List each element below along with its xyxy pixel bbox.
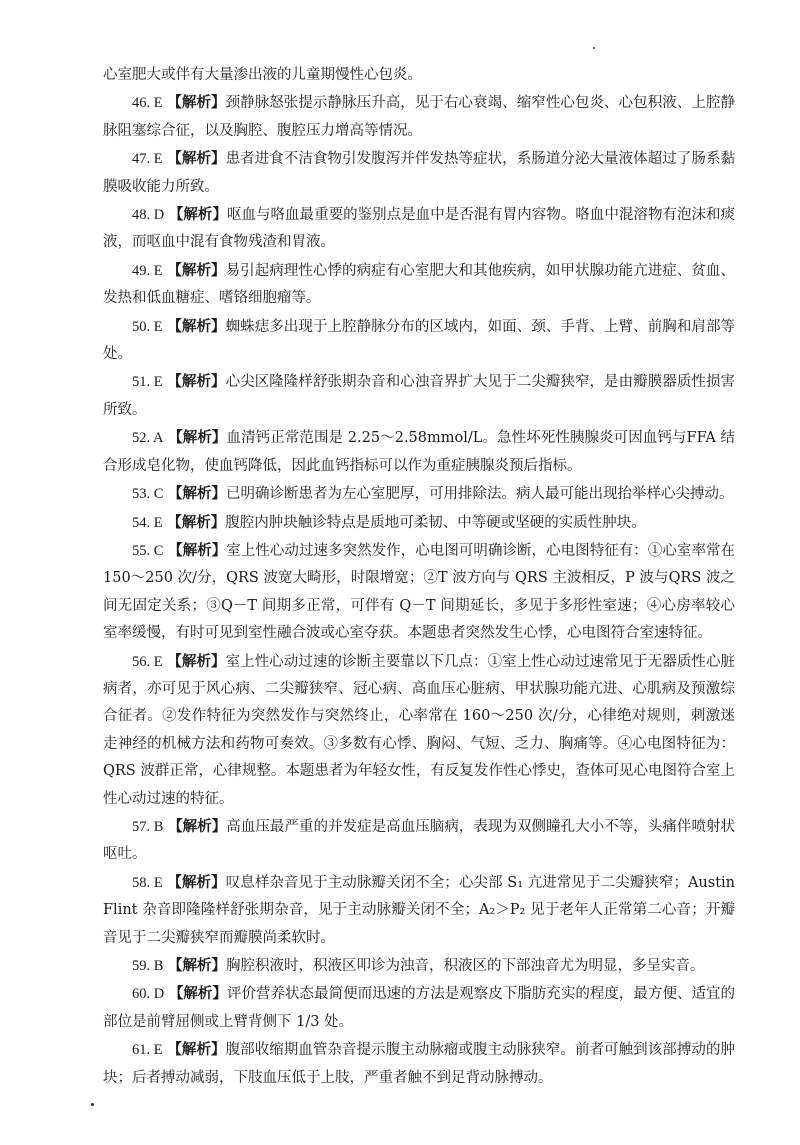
- question-number: 57. B: [132, 818, 164, 835]
- answer-explanations: [103, 62, 735, 1092]
- answer-entry: [103, 537, 735, 648]
- question-number: 52. A: [132, 430, 164, 447]
- explanation-text: 蜘蛛痣多出现于上腔静脉分布的区域内，如面、颈、手背、上臂、前胸和肩部等处。: [103, 318, 736, 363]
- explanation-text: 呕血与咯血最重要的鉴别点是血中是否混有胃内容物。咯血中混溶物有泡沫和痰液，而呕血中混有食物残渣和胃液。: [103, 207, 736, 251]
- answer-entry: [103, 648, 735, 813]
- question-number: 50. E: [132, 318, 163, 335]
- entry-list: [103, 89, 735, 1092]
- analysis-tag: 【解析】: [168, 957, 227, 974]
- answer-entry: [103, 424, 735, 480]
- analysis-tag: 【解析】: [168, 985, 227, 1003]
- explanation-text: 颈静脉怒张提示静脉压升高，见于右心衰竭、缩窄性心包炎、心包积液、上腔静脉阻塞综合征，以及胸腔、腹腔压力增高等情况。: [103, 95, 736, 139]
- answer-entry: [103, 201, 735, 257]
- answer-entry: [103, 480, 735, 508]
- answer-entry: [103, 869, 735, 952]
- explanation-text: 血清钙正常范围是 2.25～2.58mmol/L。急性坏死性胰腺炎可因血钙与FFA 结合形成皂化物，使血钙降低，因此血钙指标可以作为重症胰腺炎预后指标。: [103, 430, 736, 474]
- explanation-text: 胸腔积液时，积液区叩诊为浊音，积液区的下部浊音尤为明显，多呈实音。: [226, 958, 705, 974]
- question-number: 53. C: [132, 486, 164, 503]
- analysis-tag: 【解析】: [168, 206, 227, 224]
- question-number: 59. B: [132, 958, 164, 974]
- analysis-tag: 【解析】: [167, 150, 226, 168]
- question-number: 46. E: [132, 95, 163, 112]
- scan-speck: [593, 47, 595, 49]
- answer-entry: [103, 89, 735, 145]
- explanation-text: 心尖区隆隆样舒张期杂音和心浊音界扩大见于二尖瓣狭窄，是由瓣膜器质性损害所致。: [103, 374, 736, 418]
- analysis-tag: 【解析】: [167, 373, 226, 391]
- analysis-tag: 【解析】: [167, 1041, 226, 1059]
- analysis-tag: 【解析】: [167, 652, 226, 670]
- answer-entry: [103, 509, 735, 537]
- explanation-text: 腹部收缩期血管杂音提示腹主动脉瘤或腹主动脉狭窄。前者可触到该部搏动的肿块；后者搏动减弱，下肢血压低于上肢，严重者触不到足背动脉搏动。: [103, 1042, 736, 1086]
- question-number: 55. C: [132, 542, 164, 559]
- analysis-tag: 【解析】: [167, 94, 226, 112]
- explanation-text: 已明确诊断患者为左心室肥厚，可用排除法。病人最可能出现抬举样心尖搏动。: [226, 486, 734, 503]
- analysis-tag: 【解析】: [167, 317, 226, 335]
- explanation-text: 易引起病理性心悸的病症有心室肥大和其他疾病，如甲状腺功能亢进症、贫血、发热和低血糖症、嗜铬细胞瘤等。: [103, 262, 736, 307]
- question-number: 58. E: [132, 874, 163, 891]
- answer-entry: [103, 980, 735, 1036]
- explanation-text: 室上性心动过速多突然发作，心电图可明确诊断，心电图特征有：①心室率常在 150～250 次/分，QRS 波宽大畸形，时限增宽；②T 波方向与 QRS 主波相反，P 波与QRS 波之间无固定关系；③Q－T 间期多正常，可伴有 Q－T 间期延长，多见于多形性室速；④心房率较心室率缓慢，有时可见到室性融合波或心室夺获。本题患者突然发生心悸，心电图符合室速特征。: [103, 542, 736, 642]
- explanation-text: 高血压最严重的并发症是高血压脑病，表现为双侧瞳孔大小不等，头痛伴喷射状呕吐。: [103, 818, 736, 863]
- analysis-tag: 【解析】: [167, 513, 226, 531]
- question-number: 47. E: [132, 151, 163, 168]
- answer-entry: [103, 1036, 735, 1092]
- explanation-text: 叹息样杂音见于主动脉瓣关闭不全；心尖部 S₁ 亢进常见于二尖瓣狭窄；Austin Flint 杂音即隆隆样舒张期杂音，见于主动脉瓣关闭不全；A₂＞P₂ 见于老年人正常第二心音；开瓣音见于二尖瓣狭窄而瓣膜尚柔软时。: [103, 874, 735, 946]
- explanation-text: 腹腔内肿块触诊特点是质地可柔韧、中等硬或坚硬的实质性肿块。: [225, 514, 646, 531]
- question-number: 51. E: [132, 374, 163, 391]
- explanation-text: 评价营养状态最简便而迅速的方法是观察皮下脂肪充实的程度，最方便、适宜的部位是前臂屈侧或上臂背侧下 1/3 处。: [103, 986, 736, 1030]
- analysis-tag: 【解析】: [167, 873, 226, 891]
- answer-entry: [103, 813, 735, 869]
- analysis-tag: 【解析】: [168, 817, 227, 835]
- intro-line: 心室肥大或伴有大量渗出液的儿童期慢性心包炎。: [103, 67, 422, 83]
- analysis-tag: 【解析】: [167, 261, 226, 279]
- analysis-tag: 【解析】: [168, 541, 227, 559]
- explanation-text: 室上性心动过速的诊断主要靠以下几点：①室上性心动过速常见于无器质性心脏病者，亦可见于风心病、二尖瓣狭窄、冠心病、高血压心脏病、甲状腺功能亢进、心肌病及预激综合征者。②发作特征为突然发作与突然终止，心率常在 160～250 次/分，心律绝对规则，刺激迷走神经的机械方法和药物可奏效。③多数有心悸、胸闷、气短、乏力、胸痛等。④心电图特征为：QRS 波群正常，心律规整。本题患者为年轻女性，有反复发作性心悸史，查体可见心电图符合室上性心动过速的特征。: [103, 653, 736, 807]
- answer-entry: [103, 952, 735, 980]
- answer-entry: [103, 257, 735, 313]
- question-number: 54. E: [132, 514, 163, 531]
- question-number: 60. D: [132, 986, 165, 1003]
- question-number: 61. E: [132, 1042, 163, 1059]
- answer-entry: [103, 368, 735, 424]
- explanation-text: 患者进食不洁食物引发腹泻并伴发热等症状，系肠道分泌大量液体超过了肠系黏膜吸收能力所致。: [103, 151, 736, 195]
- answer-entry: [103, 145, 735, 201]
- scan-speck: [91, 1103, 94, 1106]
- answer-entry: [103, 313, 735, 369]
- analysis-tag: 【解析】: [168, 485, 227, 503]
- question-number: 48. D: [132, 207, 165, 224]
- question-number: 49. E: [132, 262, 163, 279]
- analysis-tag: 【解析】: [168, 429, 227, 447]
- question-number: 56. E: [132, 653, 163, 670]
